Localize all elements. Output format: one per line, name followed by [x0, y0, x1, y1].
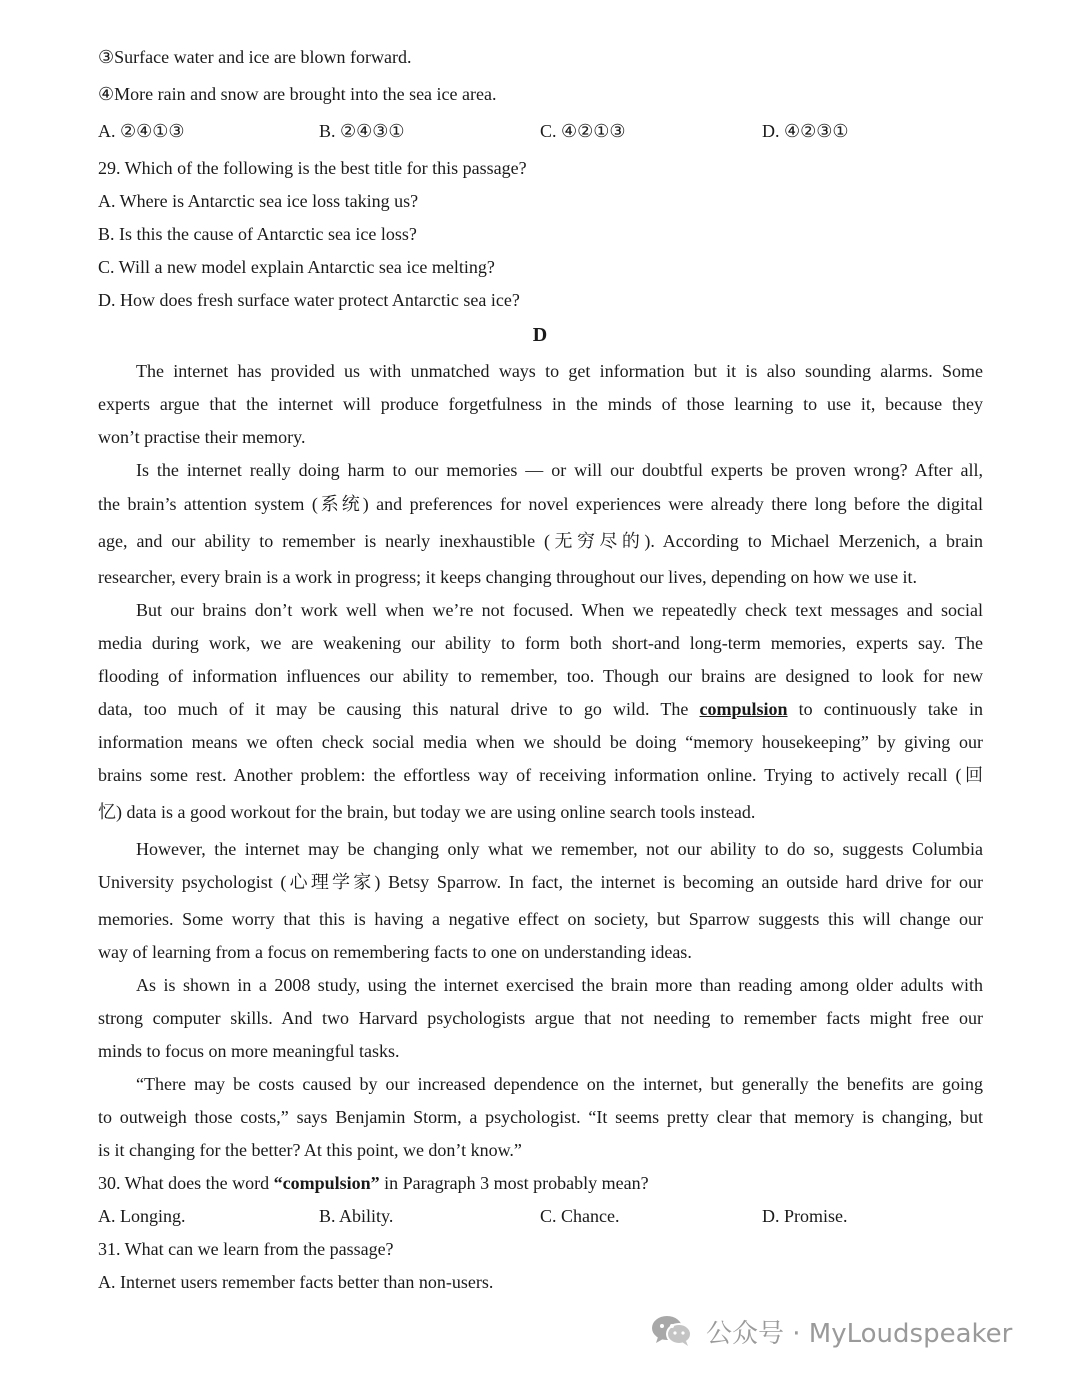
- paragraph-6-line-3: is it changing for the better? At this point, we don’t know.”: [98, 1140, 522, 1160]
- paragraph-4-line-2: University psychologist (心理学家) Betsy Sparrow. In fact, the internet is becoming an outside hard drive for our: [98, 872, 983, 892]
- q29-question: 29. Which of the following is the best title for this passage?: [98, 158, 527, 178]
- q30-option-d: D. Promise.: [762, 1206, 848, 1226]
- q30-question-start: 30. What does the word: [98, 1173, 274, 1193]
- paragraph-3-line-3: flooding of information influences our ability to remember, too. Though our brains are designed to look for new: [98, 666, 983, 686]
- paragraph-2-line-2: the brain’s attention system (系统) and preferences for novel experiences were already there long before the digital: [98, 494, 983, 514]
- paragraph-3-line-5: information means we often check social media when we should be doing “memory housekeeping” by giving our: [98, 732, 983, 752]
- paragraph-3-line-4-end: to continuously take in: [798, 699, 984, 719]
- section-heading: D: [532, 324, 548, 346]
- q30-option-a: A. Longing.: [98, 1206, 186, 1226]
- q28-option-d: D. ④②③①: [762, 121, 849, 141]
- paragraph-3-line-4: [98, 698, 983, 720]
- q28-option-a: A. ②④①③: [98, 121, 185, 141]
- paragraph-2-line-3: age, and our ability to remember is nearly inexhaustible (无穷尽的). According to Michael Merzenich, a brain: [98, 531, 983, 551]
- paragraph-1-line-2: experts argue that the internet will produce forgetfulness in the minds of those learning to use it, because they: [98, 394, 983, 414]
- q28-item-3: ③Surface water and ice are blown forward.: [98, 47, 412, 67]
- paragraph-5-line-1: As is shown in a 2008 study, using the internet exercised the brain more than reading among older adults with: [136, 975, 983, 995]
- paragraph-5-line-3: minds to focus on more meaningful tasks.: [98, 1041, 400, 1061]
- paragraph-3-line-2: media during work, we are weakening our ability to form both short-and long-term memories, experts say. The: [98, 633, 983, 653]
- watermark-text: 公众号 · MyLoudspeaker: [706, 1318, 1013, 1349]
- paragraph-5-line-2: strong computer skills. And two Harvard psychologists argue that not needing to remember facts might free our: [98, 1008, 983, 1028]
- q29-option-b: B. Is this the cause of Antarctic sea ice loss?: [98, 224, 417, 244]
- paragraph-4-line-3: memories. Some worry that this is having a negative effect on society, but Sparrow suggests this will change our: [98, 909, 983, 929]
- q29-option-a: A. Where is Antarctic sea ice loss taking us?: [98, 191, 419, 211]
- q28-option-c: C. ④②①③: [540, 121, 626, 141]
- paragraph-3-line-7: 忆) data is a good workout for the brain, but today we are using online search tools instead.: [98, 802, 756, 822]
- q28-item-4: ④More rain and snow are brought into the sea ice area.: [98, 84, 497, 104]
- paragraph-2-line-1: Is the internet really doing harm to our memories — or will our doubtful experts be proven wrong? After all,: [136, 460, 983, 480]
- q28-option-b: B. ②④③①: [319, 121, 405, 141]
- watermark: [650, 1311, 1012, 1351]
- keyword-compulsion: compulsion: [699, 699, 788, 719]
- q30-option-b: B. Ability.: [319, 1206, 394, 1226]
- wechat-icon: [650, 1313, 694, 1349]
- paragraph-3-line-6: brains some rest. Another problem: the effortless way of receiving information online. Trying to actively recall (回: [98, 765, 983, 785]
- paragraph-1-line-1: The internet has provided us with unmatched ways to get information but it is also sounding alarms. Some: [136, 361, 983, 381]
- paragraph-2-line-4: researcher, every brain is a work in progress; it keeps changing throughout our lives, depending on how we use it.: [98, 567, 918, 587]
- paragraph-6-line-2: to outweigh those costs,” says Benjamin Storm, a psychologist. “It seems pretty clear that memory is changing, but: [98, 1107, 983, 1127]
- q31-option-a: A. Internet users remember facts better than non-users.: [98, 1272, 494, 1292]
- q30-question-end: in Paragraph 3 most probably mean?: [379, 1173, 649, 1193]
- paragraph-6-line-1: “There may be costs caused by our increased dependence on the internet, but generally the benefits are going: [136, 1074, 983, 1094]
- paragraph-3-line-4-start: data, too much of it may be causing this natural drive to go wild. The: [98, 699, 689, 719]
- q30-keyword: “compulsion”: [273, 1173, 380, 1193]
- paragraph-3-line-1: But our brains don’t work well when we’re not focused. When we repeatedly check text messages and social: [136, 600, 983, 620]
- q29-option-c: C. Will a new model explain Antarctic sea ice melting?: [98, 257, 495, 277]
- paragraph-4-line-1: However, the internet may be changing only what we remember, not our ability to do so, suggests Columbia: [136, 839, 983, 859]
- q30-question: [98, 1172, 649, 1194]
- q29-option-d: D. How does fresh surface water protect Antarctic sea ice?: [98, 290, 520, 310]
- paragraph-4-line-4: way of learning from a focus on remembering facts to one on understanding ideas.: [98, 942, 692, 962]
- paragraph-1-line-3: won’t practise their memory.: [98, 427, 306, 447]
- q31-question: 31. What can we learn from the passage?: [98, 1239, 394, 1259]
- q30-option-c: C. Chance.: [540, 1206, 620, 1226]
